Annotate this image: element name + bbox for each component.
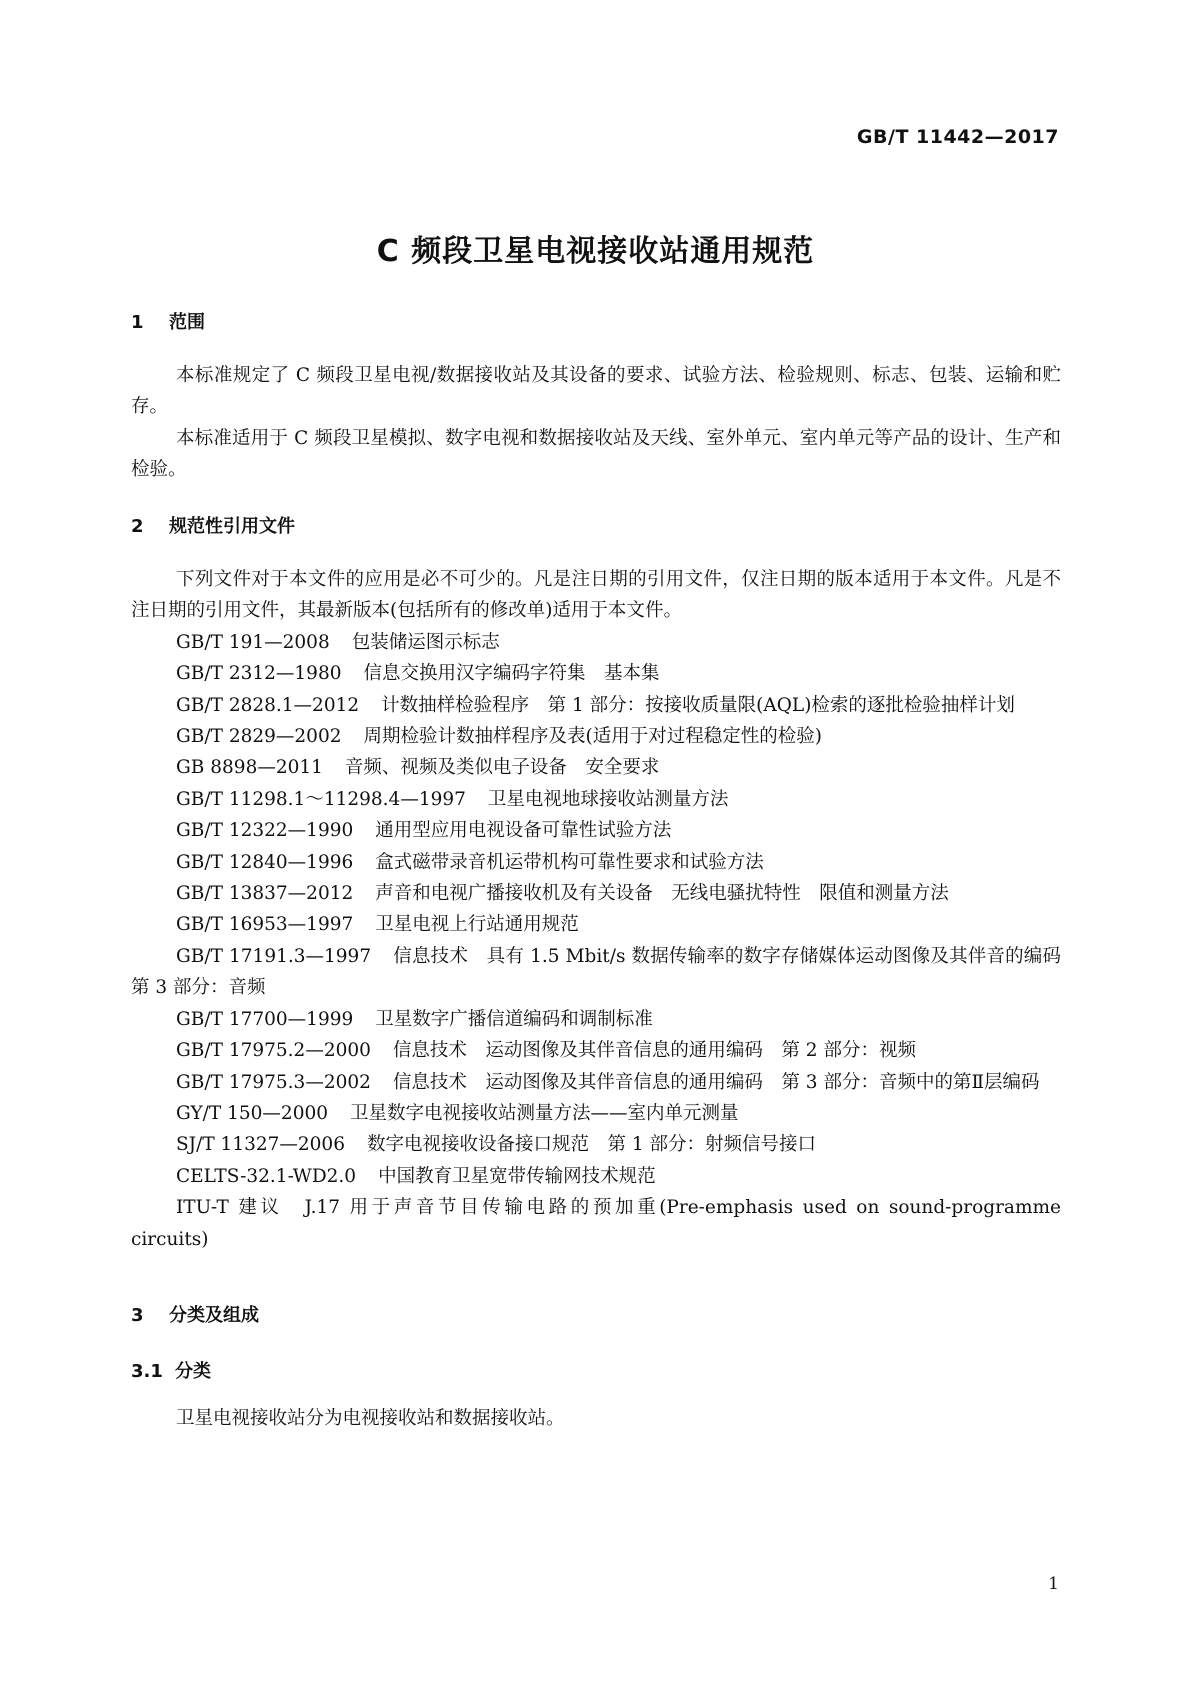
reference-title: 卫星电视上行站通用规范 <box>375 914 579 936</box>
section-1-heading <box>131 308 205 334</box>
section-3-1-heading <box>131 1357 211 1383</box>
reference-item <box>131 752 1061 783</box>
reference-title: 数字电视接收设备接口规范 第 1 部分：射频信号接口 <box>366 1134 817 1156</box>
reference-code: CELTS-32.1-WD2.0 <box>176 1165 357 1187</box>
reference-code: ITU-T 建议 <box>176 1197 283 1219</box>
reference-title: 包装储运图示标志 <box>351 631 500 653</box>
reference-title: 信息技术 运动图像及其伴音信息的通用编码 第 3 部分：音频中的第Ⅱ层编码 <box>392 1071 1040 1093</box>
reference-item <box>131 1035 1061 1066</box>
reference-item <box>131 1067 1061 1098</box>
reference-title: 信息技术 运动图像及其伴音信息的通用编码 第 2 部分：视频 <box>392 1040 916 1062</box>
reference-item <box>131 1161 1061 1192</box>
reference-item <box>131 721 1061 752</box>
reference-item <box>131 784 1061 815</box>
reference-code: GB/T 2828.1—2012 <box>176 694 360 716</box>
reference-code: GB/T 17700—1999 <box>176 1008 354 1030</box>
reference-item <box>131 1004 1061 1035</box>
reference-title: 信息技术 具有 1.5 Mbit/s 数据传输率的数字存储媒体运动图像及其伴音的编码 第 3 部分：音频 <box>131 945 1080 999</box>
section-1-body <box>131 360 1061 486</box>
reference-code: GB/T 17975.2—2000 <box>176 1040 371 1062</box>
reference-title: 卫星数字广播信道编码和调制标准 <box>375 1008 653 1030</box>
reference-item <box>131 690 1061 721</box>
reference-code: GB/T 13837—2012 <box>176 883 354 905</box>
reference-title: 计数抽样检验程序 第 1 部分：按接收质量限(AQL)检索的逐批检验抽样计划 <box>381 694 1015 716</box>
reference-item <box>131 847 1061 878</box>
reference-code: GB/T 17975.3—2002 <box>176 1071 371 1093</box>
reference-title: 声音和电视广播接收机及有关设备 无线电骚扰特性 限值和测量方法 <box>375 883 949 905</box>
section-number: 2 <box>131 516 144 537</box>
reference-item <box>131 627 1061 658</box>
reference-code: GB/T 2829—2002 <box>176 726 342 748</box>
reference-title: 音频、视频及类似电子设备 安全要求 <box>344 757 660 779</box>
section-title: 范围 <box>169 312 205 333</box>
section-3-heading <box>131 1301 259 1327</box>
reference-code: GB/T 2312—1980 <box>176 663 342 685</box>
reference-code: GB/T 12840—1996 <box>176 851 354 873</box>
reference-item <box>131 815 1061 846</box>
reference-title: 通用型应用电视设备可靠性试验方法 <box>375 820 672 842</box>
reference-title: 信息交换用汉字编码字符集 基本集 <box>363 663 660 685</box>
section-title: 分类 <box>175 1361 211 1382</box>
reference-item <box>131 1098 1061 1129</box>
reference-title: J.17 用于声音节目传输电路的预加重(Pre-emphasis used on sound-programme circuits) <box>131 1197 1061 1250</box>
reference-title: 卫星电视地球接收站测量方法 <box>487 788 729 810</box>
reference-code: GB/T 191—2008 <box>176 631 330 653</box>
reference-code: GB 8898—2011 <box>176 757 323 779</box>
section-3-1-body <box>131 1403 1061 1434</box>
reference-item <box>131 1129 1061 1160</box>
reference-code: GB/T 11298.1～11298.4—1997 <box>176 788 466 810</box>
reference-item <box>131 909 1061 940</box>
section-2-body <box>131 564 1080 1255</box>
reference-code: GB/T 16953—1997 <box>176 914 354 936</box>
reference-title: 盒式磁带录音机运带机构可靠性要求和试验方法 <box>375 851 764 873</box>
reference-item <box>131 878 1061 909</box>
section-title: 分类及组成 <box>169 1305 259 1326</box>
paragraph: 本标准适用于 C 频段卫星模拟、数字电视和数据接收站及天线、室外单元、室内单元等产品的设计、生产和检验。 <box>131 427 1061 481</box>
reference-code: SJ/T 11327—2006 <box>176 1134 345 1156</box>
section-number: 1 <box>131 312 144 333</box>
reference-code: GY/T 150—2000 <box>176 1102 329 1124</box>
reference-code: GB/T 12322—1990 <box>176 820 354 842</box>
document-title: C 频段卫星电视接收站通用规范 <box>376 234 815 269</box>
section-number: 3 <box>131 1305 144 1326</box>
reference-title: 周期检验计数抽样程序及表(适用于对过程稳定性的检验) <box>363 726 822 748</box>
paragraph: 卫星电视接收站分为电视接收站和数据接收站。 <box>176 1408 565 1429</box>
page-number: 1 <box>1048 1574 1059 1594</box>
reference-title: 卫星数字电视接收站测量方法——室内单元测量 <box>350 1102 739 1124</box>
section-2-heading <box>131 512 295 538</box>
paragraph: 本标准规定了 C 频段卫星电视/数据接收站及其设备的要求、试验方法、检验规则、标志、包装、运输和贮存。 <box>131 365 1061 418</box>
reference-item <box>131 941 1080 1004</box>
reference-item <box>131 658 1061 689</box>
reference-item <box>131 1192 1061 1255</box>
reference-code: GB/T 17191.3—1997 <box>176 945 372 967</box>
standard-code: GB/T 11442—2017 <box>856 126 1059 148</box>
section-title: 规范性引用文件 <box>169 516 295 537</box>
intro-paragraph: 下列文件对于本文件的应用是必不可少的。凡是注日期的引用文件，仅注日期的版本适用于本文件。凡是不注日期的引用文件，其最新版本(包括所有的修改单)适用于本文件。 <box>131 569 1061 622</box>
reference-title: 中国教育卫星宽带传输网技术规范 <box>378 1165 656 1187</box>
section-number: 3.1 <box>131 1361 163 1382</box>
